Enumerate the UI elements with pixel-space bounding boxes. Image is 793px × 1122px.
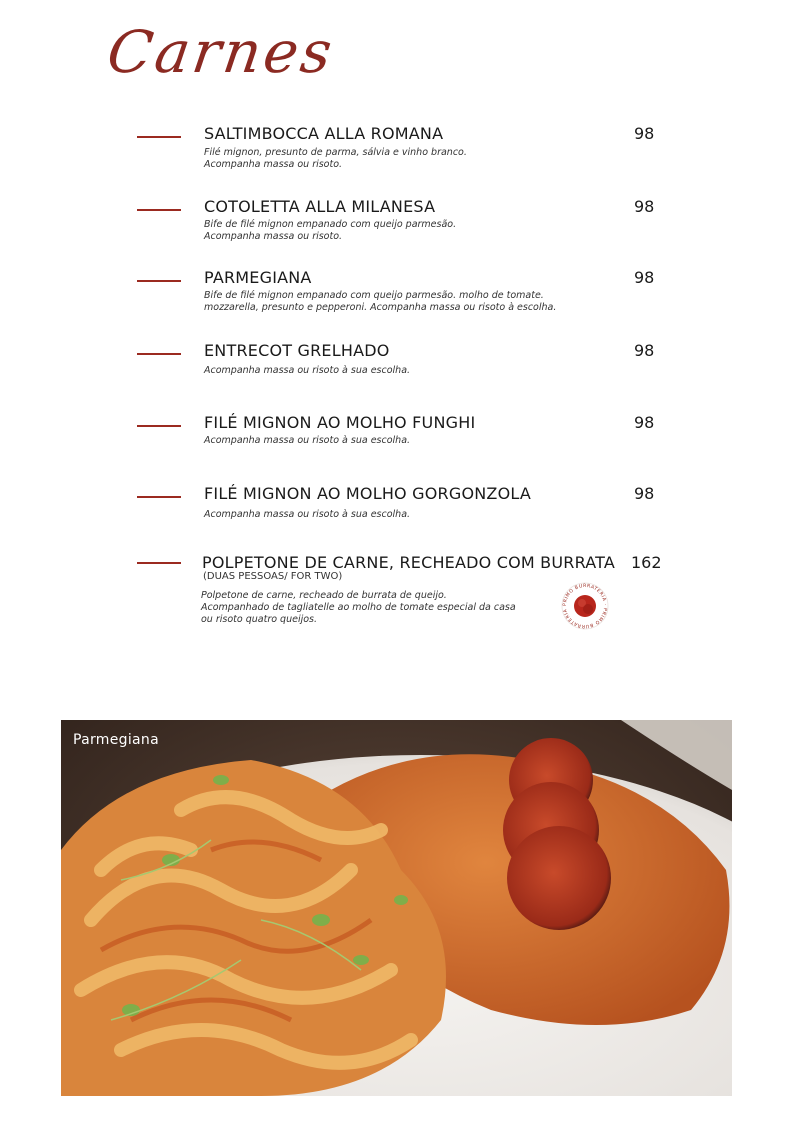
section-title: Carnes bbox=[103, 18, 339, 86]
parmegiana-photo bbox=[61, 720, 732, 1096]
item-description: Polpetone de carne, recheado de burrata de queijo. Acompanhado de tagliatelle ao molho de tomate especial da casa ou risoto quatro queijos. bbox=[201, 590, 516, 625]
item-price: 98 bbox=[634, 413, 655, 432]
item-price: 98 bbox=[634, 124, 655, 143]
item-dash bbox=[137, 209, 181, 211]
item-name: COTOLETTA ALLA MILANESA bbox=[204, 197, 436, 216]
item-name: POLPETONE DE CARNE, RECHEADO COM BURRATA bbox=[202, 553, 616, 572]
item-name: SALTIMBOCCA ALLA ROMANA bbox=[204, 124, 444, 143]
item-dash bbox=[137, 136, 181, 138]
item-name: FILÉ MIGNON AO MOLHO FUNGHI bbox=[204, 413, 476, 432]
item-description: Acompanha massa ou risoto à sua escolha. bbox=[204, 365, 411, 376]
item-description: Bife de filé mignon empanado com queijo parmesão. molho de tomate. mozzarella, presunto e pepperoni. Acompanha massa ou risoto à escolha. bbox=[204, 290, 557, 313]
item-description: Acompanha massa ou risoto à sua escolha. bbox=[204, 435, 411, 446]
item-name: FILÉ MIGNON AO MOLHO GORGONZOLA bbox=[204, 484, 531, 503]
item-dash bbox=[137, 425, 181, 427]
item-dash bbox=[137, 496, 181, 498]
item-dash bbox=[137, 353, 181, 355]
photo-caption: Parmegiana bbox=[73, 732, 159, 748]
item-dash bbox=[137, 280, 181, 282]
item-description: Acompanha massa ou risoto à sua escolha. bbox=[204, 509, 411, 520]
item-price: 98 bbox=[634, 268, 655, 287]
burrata-badge bbox=[560, 581, 610, 631]
item-price: 98 bbox=[634, 197, 655, 216]
item-description: Filé mignon, presunto de parma, sálvia e vinho branco. Acompanha massa ou risoto. bbox=[204, 147, 467, 170]
item-name: ENTRECOT GRELHADO bbox=[204, 341, 390, 360]
item-price: 98 bbox=[634, 341, 655, 360]
item-price: 98 bbox=[634, 484, 655, 503]
item-subtitle: (DUAS PESSOAS/ FOR TWO) bbox=[203, 571, 343, 582]
item-price: 162 bbox=[631, 553, 662, 572]
item-description: Bife de filé mignon empanado com queijo parmesão. Acompanha massa ou risoto. bbox=[204, 219, 457, 242]
item-dash bbox=[137, 562, 181, 564]
badge-text: PRIMO BURRATERIA · PRIMO BURRATERIA bbox=[562, 583, 608, 629]
item-name: PARMEGIANA bbox=[204, 268, 312, 287]
